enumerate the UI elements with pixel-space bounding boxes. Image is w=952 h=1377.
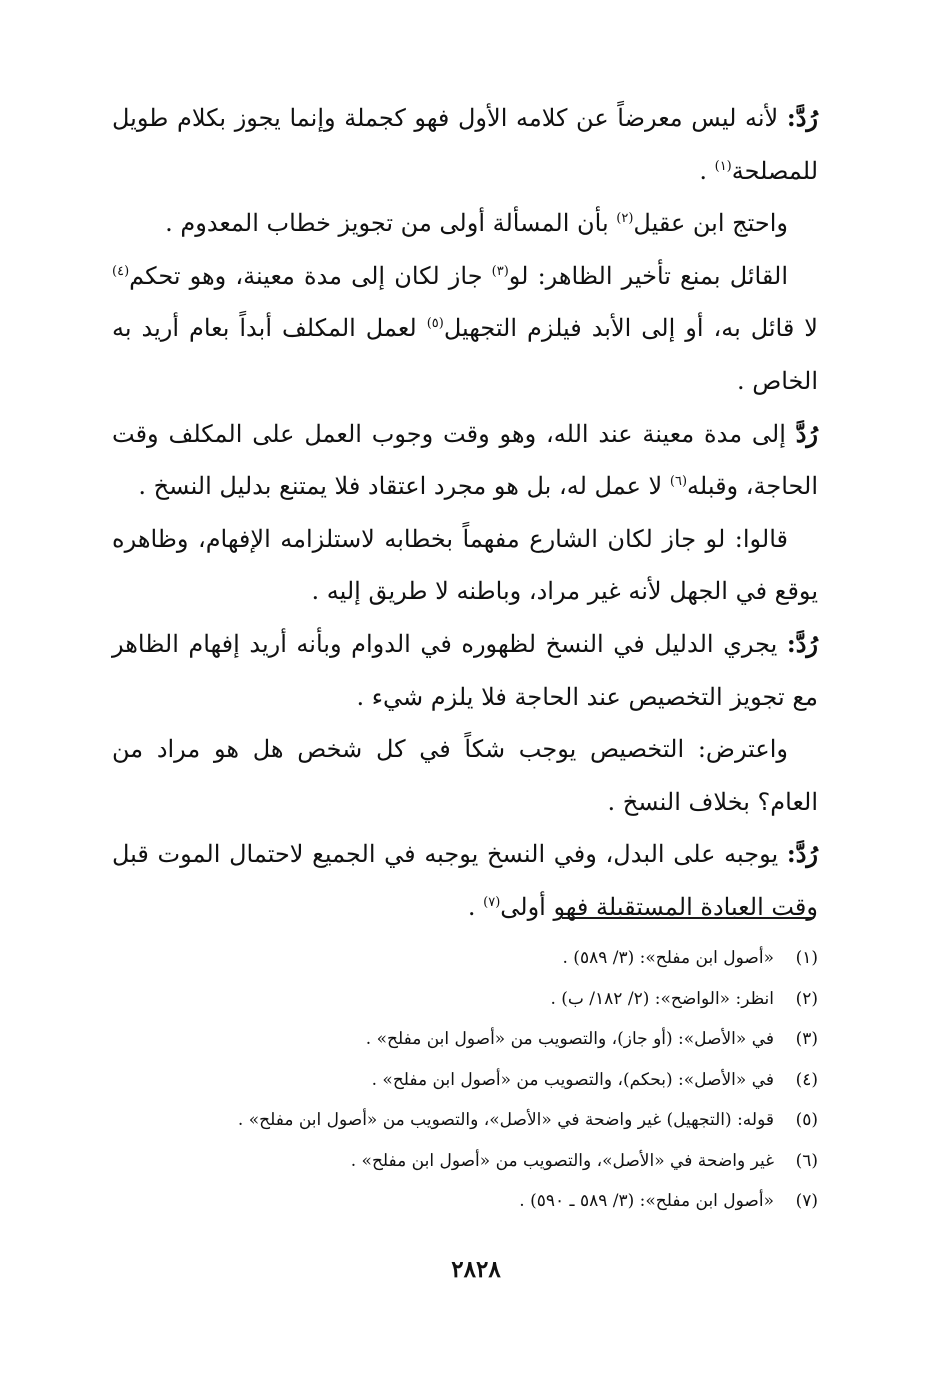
footnote-number: (٧) xyxy=(795,1191,818,1211)
footnote-number: (٤) xyxy=(795,1069,818,1090)
paragraph-text: يوجبه على البدل، وفي النسخ يوجبه في الجميع لاحتمال الموت قبل وقت العبادة المستقبلة فهو أولى xyxy=(112,840,818,921)
paragraph-text: لا قائل به، أو إلى الأبد فيلزم التجهيل xyxy=(443,314,818,343)
footnote-item xyxy=(150,1181,818,1222)
paragraph xyxy=(112,723,818,828)
paragraph xyxy=(112,250,818,408)
paragraph-text: يجري الدليل في النسخ لظهوره في الدوام وبأنه أريد إفهام الظاهر مع تجويز التخصيص عند الحاجة فلا يلزم شيء . xyxy=(112,629,818,711)
footnote-reference[interactable]: (٥) xyxy=(426,316,444,332)
footnote-text: «أصول ابن مفلح»: (٣/ ٥٨٩) . xyxy=(562,948,774,968)
footnote-reference[interactable]: (١) xyxy=(714,158,732,174)
paragraph xyxy=(112,92,818,197)
footnote-item xyxy=(150,1100,818,1141)
footnote-text: انظر: «الواضح»: (٢/ ١٨٢/ ب) . xyxy=(550,988,774,1009)
footnote-item xyxy=(150,1060,818,1101)
footnote-text: «أصول ابن مفلح»: (٣/ ٥٨٩ ـ ٥٩٠) . xyxy=(519,1191,774,1211)
footnote-reference[interactable]: (٦) xyxy=(669,474,688,490)
footnote-reference[interactable]: (٢) xyxy=(616,211,634,227)
footnote-number: (١) xyxy=(795,948,818,968)
paragraph-text: إلى مدة معينة عند الله، وهو وقت وجوب العمل على المكلف وقت الحاجة، وقبله xyxy=(112,419,818,501)
paragraph xyxy=(112,513,818,618)
paragraph-lead: رُدَّ: xyxy=(786,628,818,658)
footnote-reference[interactable]: (٣) xyxy=(491,263,509,279)
paragraph-text: لأنه ليس معرضاً عن كلامه الأول فهو كجملة وإنما يجوز بكلام طويل للمصلحة xyxy=(112,104,818,185)
footnote-reference[interactable]: (٤) xyxy=(112,263,130,279)
paragraph-text: جاز لكان إلى مدة معينة، وهو تحكم xyxy=(129,261,492,290)
footnote-number: (٦) xyxy=(795,1150,818,1171)
paragraph-text: بأن المسألة أولى من تجويز خطاب المعدوم . xyxy=(165,209,617,238)
footnote-item xyxy=(150,1141,818,1182)
paragraph-text: واحتج ابن عقيل xyxy=(633,209,788,238)
footnote-reference[interactable]: (٧) xyxy=(483,894,501,910)
footnote-text: غير واضحة في «الأصل»، والتصويب من «أصول ابن مفلح» . xyxy=(350,1150,774,1171)
footnote-number: (٣) xyxy=(795,1029,818,1049)
paragraph-text: قالوا: لو جاز لكان الشارع مفهماً بخطابه لاستلزامه الإفهام، وظاهره يوقع في الجهل لأنه غير مراد، وباطنه لا طريق إليه . xyxy=(112,524,818,606)
paragraph-text: . xyxy=(467,892,484,921)
paragraph-text: . xyxy=(699,156,715,185)
paragraph-text: لعمل المكلف أبداً بعام أريد به الخاص . xyxy=(112,314,818,395)
paragraph xyxy=(112,618,818,723)
paragraph-lead: رُدَّ: xyxy=(786,839,818,869)
footnote-text: قوله: (التجهيل) غير واضحة في «الأصل»، والتصويب من «أصول ابن مفلح» . xyxy=(237,1110,774,1130)
footnote-separator xyxy=(562,917,814,919)
paragraph-text: لا عمل له، بل هو مجرد اعتقاد فلا يمتنع بدليل النسخ . xyxy=(138,472,670,501)
paragraph-lead: رُدَّ xyxy=(795,418,818,448)
paragraph xyxy=(112,408,818,513)
paragraph-lead: رُدَّ: xyxy=(786,103,818,132)
footnote-item xyxy=(150,938,818,979)
footnote-item xyxy=(150,1019,818,1060)
main-text-body xyxy=(112,92,818,934)
paragraph-text: القائل بمنع تأخير الظاهر: لو xyxy=(508,261,788,290)
footnotes-section xyxy=(150,938,818,1222)
footnote-item xyxy=(150,979,818,1020)
paragraph xyxy=(112,197,818,250)
footnote-text: في «الأصل»: (أو جاز)، والتصويب من «أصول ابن مفلح» . xyxy=(365,1029,774,1049)
page-number: ٢٨٢٨ xyxy=(451,1256,501,1283)
footnote-number: (٥) xyxy=(795,1110,818,1130)
paragraph-text: واعترض: التخصيص يوجب شكاً في كل شخص هل هو مراد من العام؟ بخلاف النسخ . xyxy=(112,735,818,816)
footnote-text: في «الأصل»: (بحكم)، والتصويب من «أصول ابن مفلح» . xyxy=(371,1069,774,1090)
footnote-number: (٢) xyxy=(795,988,818,1009)
